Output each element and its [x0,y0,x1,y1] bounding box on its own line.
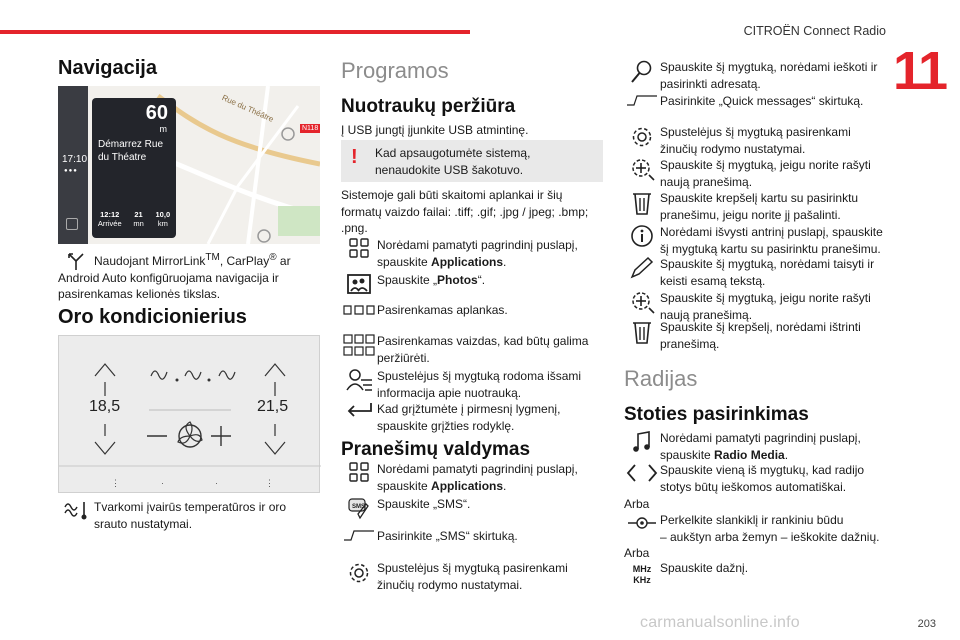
frequency-text: Spauskite dažnį. [660,561,749,575]
nav-title: Navigacija [58,57,157,79]
instruction-text: Spauskite šį mygtuką, norėdami ieškoti ir pasirinkti adresatą. [660,60,878,91]
instruction-text: Spauskite krepšelį kartu su pasirinktu pranešimu, jeigu norite jį pašalinti. [660,191,859,222]
instruction-row [624,319,886,352]
new-message-icon [624,157,660,187]
instruction-text: Norėdami pamatyti pagrindinį puslapį, spauskite Radio Media. [660,431,861,462]
instruction-row [341,333,603,366]
sms-icon [341,496,377,526]
instruction-row [624,157,886,190]
instruction-row [341,302,603,332]
instruction-text: Norėdami pamatyti pagrindinį puslapį, spauskite Applications. [377,462,578,493]
arba-label-2: Arba [624,546,650,560]
back-arrow-icon [341,401,377,431]
nav-distance-value: 60 [145,102,168,124]
instruction-row [341,528,603,558]
warning-icon: ! [351,146,358,168]
instruction-row [624,59,886,92]
instruction-row [341,368,603,401]
station-title: Stoties pasirinkimas [624,404,809,425]
page-number: 203 [917,618,936,630]
photo-intro: Į USB jungtį įjunkite USB atmintinę. [341,123,529,137]
nav-km: 10,0 km [155,210,171,228]
photo-info-icon [341,368,377,398]
instruction-row [624,190,886,223]
chevrons-icon [624,462,660,492]
messages-title: Pranešimų valdymas [341,439,531,460]
svg-text:⋮: ⋮ [111,478,120,488]
instruction-row [624,93,886,123]
nav-clock: 17:10 [62,154,88,165]
map-road-shield: N118 [302,125,319,132]
instruction-text: Pasirinkite „SMS“ skirtuką. [377,529,518,543]
instruction-text: Spauskite šį mygtuką, norėdami taisyti ir keisti esamą tekstą. [660,257,875,288]
instruction-text: Spustelėjus šį mygtuką pasirenkami žinučių rodymo nustatymai. [660,125,851,156]
instruction-text: Spauskite šį mygtuką, jeigu norite rašyti naują pranešimą. [660,158,871,189]
slider-row [624,512,886,545]
settings-gear-icon [624,124,660,154]
instruction-text: Spauskite šį mygtuką, jeigu norite rašyti naują pranešimą. [660,291,871,322]
radio-title: Radijas [624,366,698,391]
instruction-text: Spauskite „SMS“. [377,497,471,511]
trash-icon [624,190,660,220]
khz-label: KHz [633,575,651,585]
instruction-row [341,401,603,434]
left-temperature: 18,5 [89,398,121,415]
new-message-icon [624,290,660,320]
header-red-bar [0,30,470,34]
instruction-text: Spustelėjus šį mygtuką pasirenkami žinučių rodymo nustatymai. [377,561,568,592]
nav-minutes: 21 mn [133,210,144,228]
climate-row [58,499,320,532]
navigation-screen [58,86,320,244]
right-temperature: 21,5 [257,398,289,415]
climate-title: Oro kondicionierius [58,306,247,328]
pencil-icon [624,256,660,286]
slider-icon [624,512,660,542]
instruction-row [341,272,603,302]
instruction-row [624,124,886,157]
instruction-text: Spauskite šį krepšelį, norėdami ištrinti pranešimą. [660,320,861,351]
instruction-text: Norėdami išvysti antrinį puslapį, spauskite šį mygtuką kartu su pasirinktu pranešimu. [660,225,883,256]
instruction-text: Norėdami pamatyti pagrindinį puslapį, spauskite Applications. [377,238,578,269]
nav-distance-unit: m [159,124,167,134]
nav-arrival: 12:12 Arrivée [97,210,122,228]
music-note-icon [624,430,660,460]
svg-text:⋮: ⋮ [265,478,274,488]
grid-icon [341,461,377,491]
instruction-text: Kad grįžtumėte į pirmesnį lygmenį, spauskite grįžties rodyklę. [377,402,561,433]
nav-guidance-card [92,98,176,238]
formats-text: Sistemoje gali būti skaitomi aplankai ir šių formatų vaizdo failai: .tiff; .gif; .jpg / jpeg; .bmp; .png. [341,188,589,235]
image-grid-icon [341,333,377,363]
nav-text: Naudojant MirrorLink™, CarPlay® ar Android Auto konfigūruojama navigacija ir pasirenkamas kelionės tikslas. [58,252,291,301]
warning-text: Kad apsaugotumėte sistemą, nenaudokite USB šakotuvo. [375,146,531,177]
nav-sidebar [58,86,88,244]
svg-text:·: · [161,478,164,488]
chapter-number: 11 [893,41,947,101]
search-icon [624,59,660,89]
tab-icon [341,528,377,558]
folders-icon [341,302,377,332]
instruction-row [624,430,886,463]
warning-box [341,140,603,182]
instruction-text: Spustelėjus šį mygtuką rodoma išsami informacija apie nuotrauką. [377,369,582,400]
instruction-text: Spauskite vieną iš mygtukų, kad radijo stotys būtų ieškomos automatiškai. [660,463,865,494]
instruction-text: Pasirenkamas vaizdas, kad būtų galima peržiūrėti. [377,334,589,365]
instruction-row [341,461,603,494]
header-title: CITROËN Connect Radio [743,24,886,38]
instruction-row [624,462,886,495]
instruction-row [341,496,603,526]
grid-icon [341,237,377,267]
svg-text:SMS: SMS [352,504,366,510]
climate-text: Tvarkomi įvairūs temperatūros ir oro srauto nustatymai. [94,500,287,531]
info-icon [624,224,660,254]
climate-fan-icon [58,499,94,529]
mhz-icon [624,560,660,590]
nav-street: Démarrez Rue du Théatre [98,139,164,163]
nav-square-icon [66,218,78,230]
climate-screen [58,335,320,493]
instruction-row [341,560,603,593]
instruction-text: Pasirinkite „Quick messages“ skirtuką. [660,94,864,108]
programs-title: Programos [341,58,449,83]
map-road-label: Rue du Théâtre [220,93,275,124]
nav-dots-icon: ●●● [64,168,78,174]
instruction-text: Spauskite „Photos“. [377,273,486,287]
arba-label-1: Arba [624,497,650,511]
trash-icon [624,319,660,349]
slider-text: Perkelkite slankiklį ir rankiniu būdu – aukštyn arba žemyn – ieškokite dažnių. [660,513,880,544]
frequency-row [624,560,886,590]
instruction-row [624,256,886,289]
photos-icon [341,272,377,302]
settings-gear-icon [341,560,377,590]
instruction-text: Pasirenkamas aplankas. [377,303,508,317]
svg-text:·: · [215,478,218,488]
instruction-row [341,237,603,270]
tab-icon [624,93,660,123]
watermark: carmanualsonline.info [640,614,800,631]
photo-title: Nuotraukų peržiūra [341,96,516,117]
instruction-row [624,224,886,257]
mhz-label: MHz [632,564,652,574]
